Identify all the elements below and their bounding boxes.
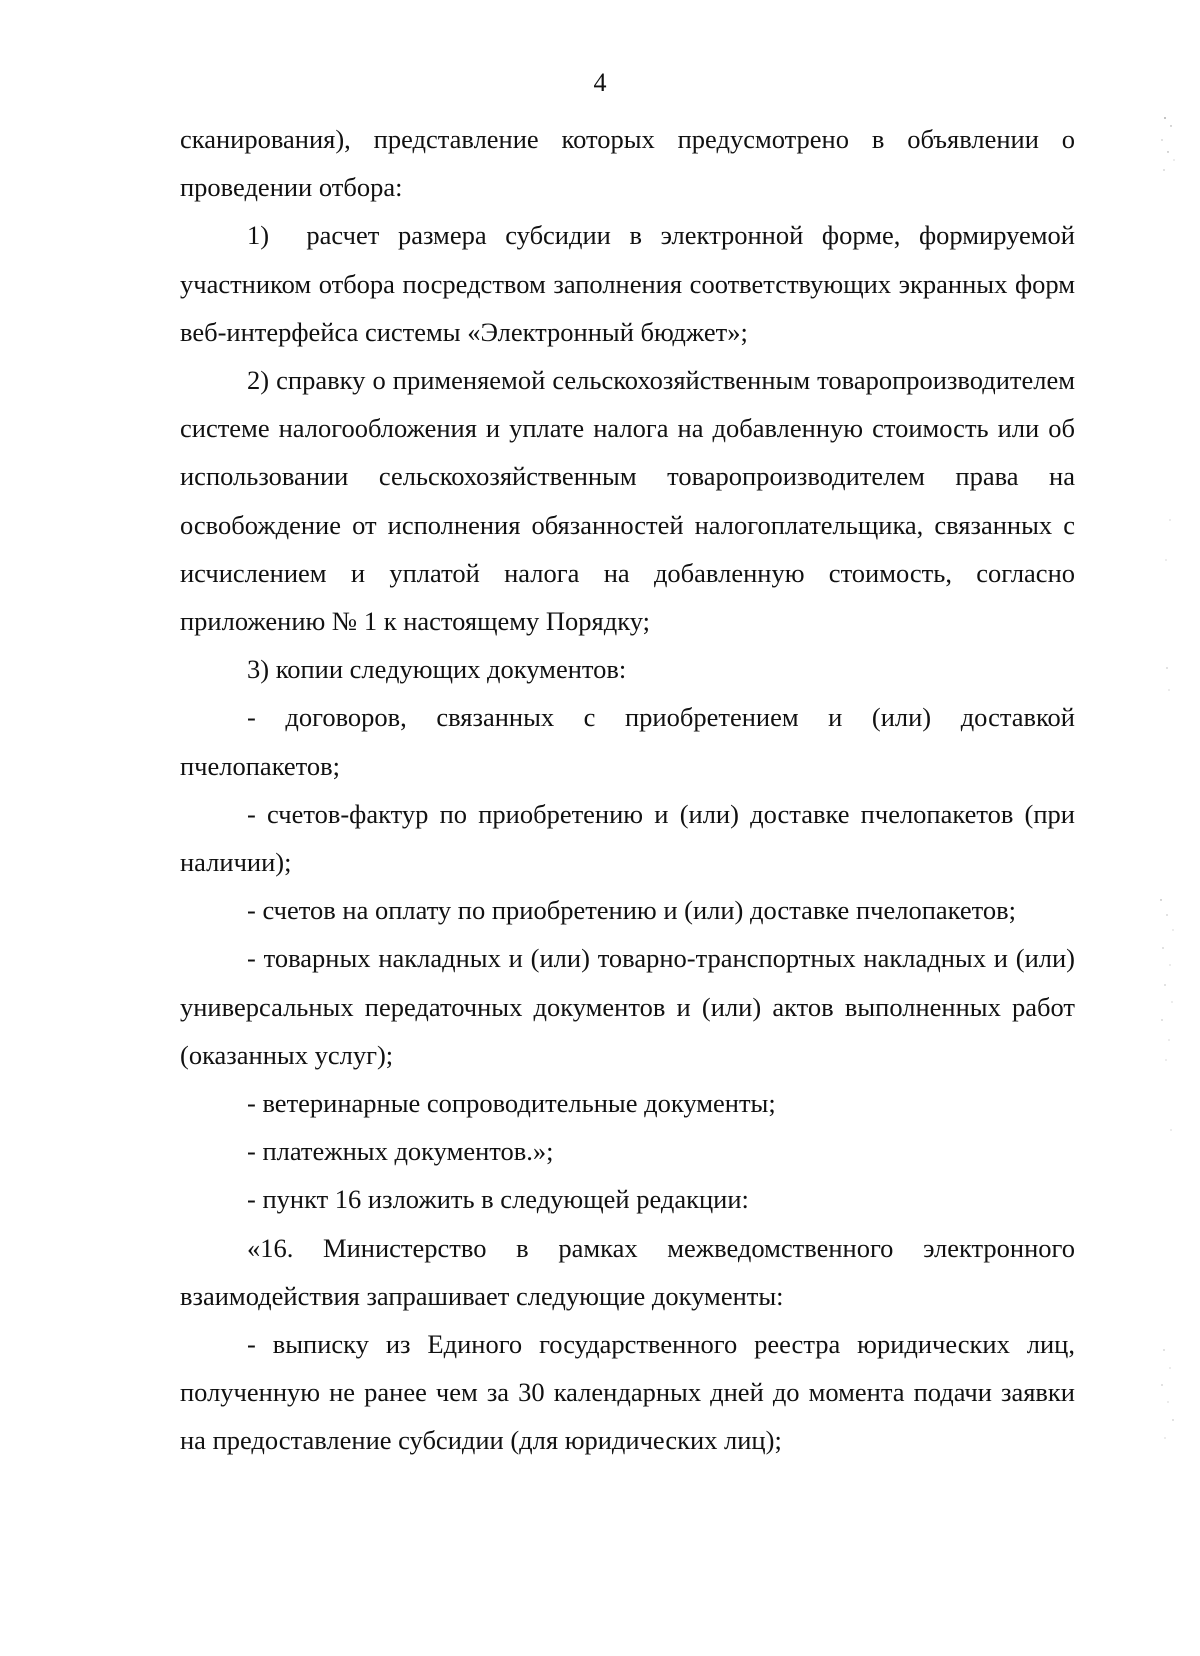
- paragraph: - договоров, связанных с приобретением и (или) доставкой пчелопакетов;: [180, 702, 1075, 781]
- paragraph: - счетов-фактур по приобретению и (или) доставке пчелопакетов (при наличии);: [180, 798, 1075, 878]
- paragraph: - пункт 16 изложить в следующей редакции:: [247, 1184, 749, 1215]
- paragraph: сканирования), представление которых предусмотрено в объявлении о проведении отбора:: [180, 124, 1075, 203]
- paragraph: 2) справку о применяемой сельскохозяйственным товаропроизводителем системе налогообложения и уплате налога на добавленную стоимость или об использовании сельскохозяйственным товаропроизводителем права на освобождение от исполнения обязанностей налогоплательщика, связанных с исчислением и уплатой налога на добавленную стоимость, согласно приложению № 1 к настоящему Порядку;: [180, 365, 1075, 637]
- paragraph: - платежных документов.»;: [247, 1136, 554, 1167]
- paragraph: 3) копии следующих документов:: [247, 654, 627, 685]
- text-body: [180, 115, 1075, 1465]
- paragraph: 1) расчет размера субсидии в электронной форме, формируемой участником отбора посредством заполнения соответствующих экранных форм веб-интерфейса системы «Электронный бюджет»;: [180, 220, 1075, 347]
- paragraph: - товарных накладных и (или) товарно-транспортных накладных и (или) универсальных передаточных документов и (или) актов выполненных работ (оказанных услуг);: [180, 943, 1075, 1070]
- paragraph: - выписку из Единого государственного реестра юридических лиц, полученную не ранее чем за 30 календарных дней до момента подачи заявки на предоставление субсидии (для юридических лиц);: [180, 1329, 1075, 1456]
- paragraph: «16. Министерство в рамках межведомственного электронного взаимодействия запрашивает следующие документы:: [180, 1232, 1075, 1311]
- page-number: 4: [593, 68, 607, 97]
- paragraph: - ветеринарные сопроводительные документы;: [247, 1088, 776, 1119]
- scan-edge-specks: [1140, 0, 1200, 1656]
- paragraph: - счетов на оплату по приобретению и (или) доставке пчелопакетов;: [247, 895, 1016, 926]
